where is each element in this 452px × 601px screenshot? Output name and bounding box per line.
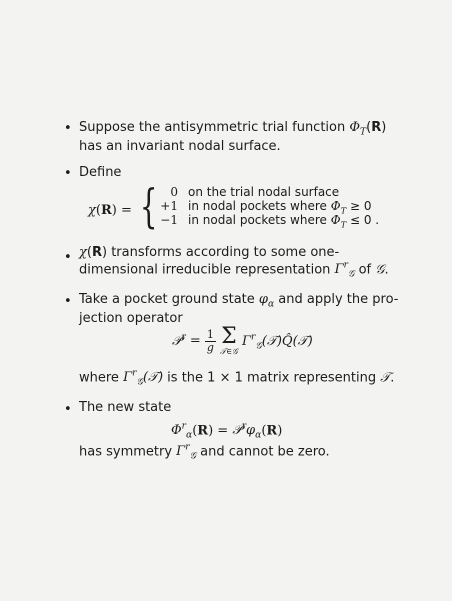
projection-operator-equation: 𝒫$^r$ = $\frac{1}{g}$ Σ 𝒯∈𝒢 $\Gamma^r_𝒢(𝒯)Q̂(𝒯)$ [172, 324, 313, 356]
bullet-marker: • [64, 294, 72, 309]
new-state-equation: $\Phi^r_\alpha(R)$ = $𝒫^r\varphi_\alpha(R)$ [171, 422, 283, 441]
bullet-marker: • [64, 166, 72, 181]
bullet-4-after-text: where $\Gamma^r_𝒢(𝒯)$ is the 1 × 1 matrix representing 𝒯. [79, 369, 395, 388]
bullet-2-text: Define [79, 165, 122, 180]
bullet-marker: • [64, 250, 72, 265]
bullet-4-text: Take a pocket ground state $\varphi_\alpha$ and apply the pro- jection operator [79, 292, 399, 326]
bullet-5-text: The new state [79, 400, 172, 415]
case-row-0: 0 on the trial nodal surface [170, 185, 340, 199]
case-row-plus1: +1 in nodal pockets where $\Phi_T \ge 0$ [160, 199, 372, 216]
bullet-marker: • [64, 402, 72, 417]
bullet-1-text: Suppose the antisymmetric trial function $\Phi_T(R)$ has an invariant nodal surface. [79, 120, 387, 154]
bullet-marker: • [64, 121, 72, 136]
bullet-5-after-text: has symmetry $\Gamma^r_𝒢$ and cannot be zero. [79, 443, 330, 462]
bullet-3-text: χ(R) transforms according to some one-dimensional irreducible representation $\Gamma^r_𝒢$ of 𝒢. [79, 245, 389, 280]
case-row-minus1: −1 in nodal pockets where $\Phi_T \le 0$ . [160, 213, 380, 230]
cases-brace: { [139, 179, 158, 233]
chi-definition-lhs: χ(R) = [88, 203, 132, 218]
